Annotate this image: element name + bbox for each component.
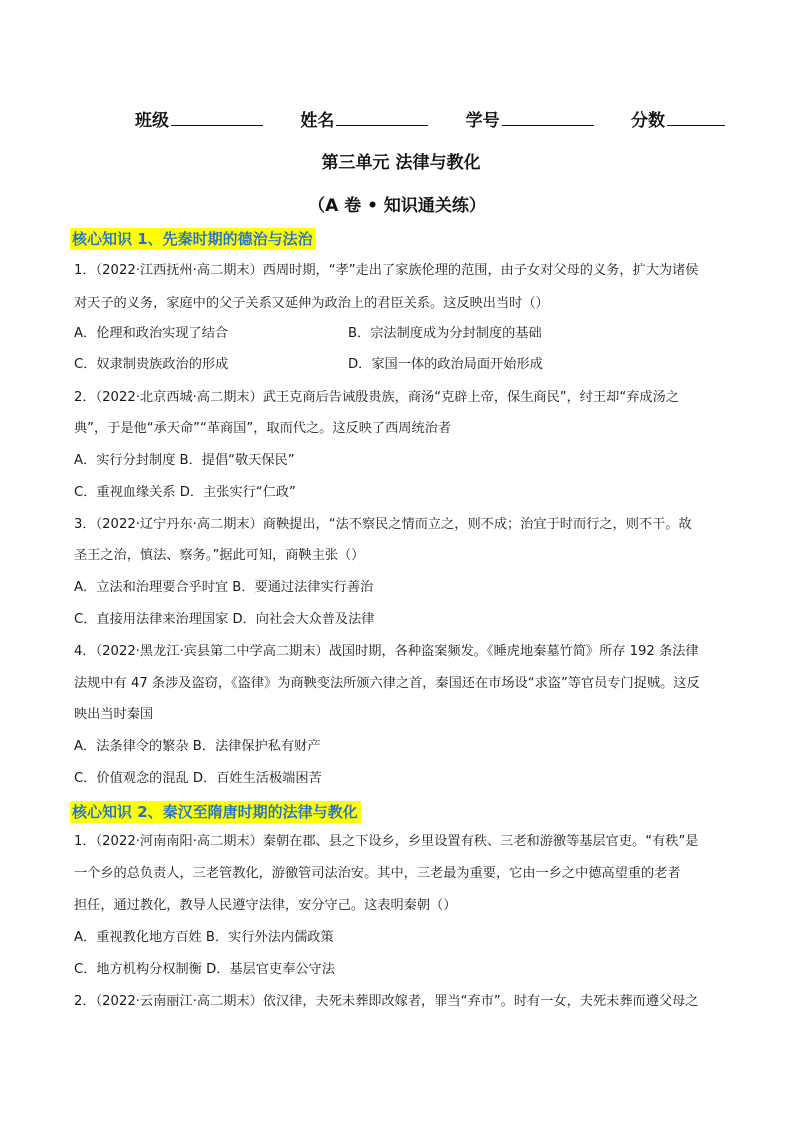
question-2-1-line: 一个乡的总负责人，三老管教化，游徼管司法治安。其中，三老最为重要，它由一乡之中德高望重的老者 [74,866,681,881]
option-line[interactable]: A．立法和治理要合乎时宜 B．要通过法律实行善治 [74,580,374,595]
unit-subtitle: （A 卷 • 知识通关练） [308,196,486,216]
section-heading-2: 核心知识 2、秦汉至隋唐时期的法律与教化 [70,801,361,823]
option-d[interactable]: D．家国一体的政治局面开始形成 [348,357,543,372]
id-label: 学号 [465,111,500,131]
name-label: 姓名 [300,111,335,131]
score-field [631,106,725,131]
question-1-1-line: 对天子的义务，家庭中的父子关系又延伸为政治上的君臣关系。这反映出当时（） [74,296,549,311]
option-line[interactable]: A．实行分封制度 B．提倡“敬天保民” [74,453,295,468]
id-blank[interactable] [502,109,594,126]
section-heading-1: 核心知识 1、先秦时期的德治与法治 [70,228,316,250]
option-b[interactable]: B．宗法制度成为分封制度的基础 [348,326,542,341]
name-blank[interactable] [336,109,428,126]
question-1-2-line: 典”，于是他“承天命”“革商国”，取而代之。这反映了西周统治者 [74,421,452,436]
question-2-2-line: 2．（2022·云南丽江·高二期末）依汉律，夫死未葬即改嫁者，罪当“弃市”。时有一女，夫死未葬而遵父母之 [74,994,699,1009]
question-1-4-line: 4．（2022·黑龙江·宾县第二中学高二期末）战国时期，各种盗案频发。《睡虎地秦墓竹简》所存 192 条法律 [74,644,699,659]
option-line[interactable]: C．地方机构分权制衡 D．基层官吏奉公守法 [74,962,335,977]
option-line[interactable]: A．法条律令的繁杂 B．法律保护私有财产 [74,739,321,754]
option-a[interactable]: A．伦理和政治实现了结合 [74,326,229,341]
score-blank[interactable] [667,109,725,126]
unit-title: 第三单元 法律与教化 [321,153,481,173]
question-1-3-line: 圣王之治，慎法、察务。”据此可知，商鞅主张（） [74,548,365,563]
question-2-1-line: 1．（2022·河南南阳·高二期末）秦朝在郡、县之下设乡，乡里设置有秩、三老和游徼等基层官吏。“有秩”是 [74,834,699,849]
class-field [135,106,263,131]
question-1-1-line: 1．（2022·江西抚州·高二期末）西周时期，“孝”走出了家族伦理的范围，由子女对父母的义务，扩大为诸侯 [74,263,699,278]
option-line[interactable]: C．重视血缘关系 D．主张实行“仁政” [74,485,296,500]
class-label: 班级 [135,111,169,131]
score-label: 分数 [630,111,665,131]
question-1-2-line: 2．（2022·北京西城·高二期末）武王克商后告诫殷贵族，商汤“克辟上帝，保生商民”，纣王却“弃成汤之 [74,390,679,405]
option-line[interactable]: C．直接用法律来治理国家 D．向社会大众普及法律 [74,612,375,627]
id-field [466,106,594,131]
question-1-3-line: 3．（2022·辽宁丹东·高二期末）商鞅提出，“法不察民之情而立之，则不成；治宜于时而行之，则不干。故 [74,517,692,532]
question-1-4-line: 法规中有 47 条涉及盗窃，《盗律》为商鞅变法所颁六律之首，秦国还在市场设“求盗”等官员专门捉贼。这反 [74,676,700,691]
option-line[interactable]: A．重视教化地方百姓 B．实行外法内儒政策 [74,930,334,945]
option-line[interactable]: C．价值观念的混乱 D．百姓生活极端困苦 [74,771,322,786]
question-2-1-line: 担任，通过教化，教导人民遵守法律，安分守己。这表明秦朝（） [74,898,457,913]
question-1-4-line: 映出当时秦国 [74,707,154,722]
option-c[interactable]: C．奴隶制贵族政治的形成 [74,357,229,372]
name-field [300,106,428,131]
class-blank[interactable] [171,109,263,126]
student-info-line [135,106,725,131]
